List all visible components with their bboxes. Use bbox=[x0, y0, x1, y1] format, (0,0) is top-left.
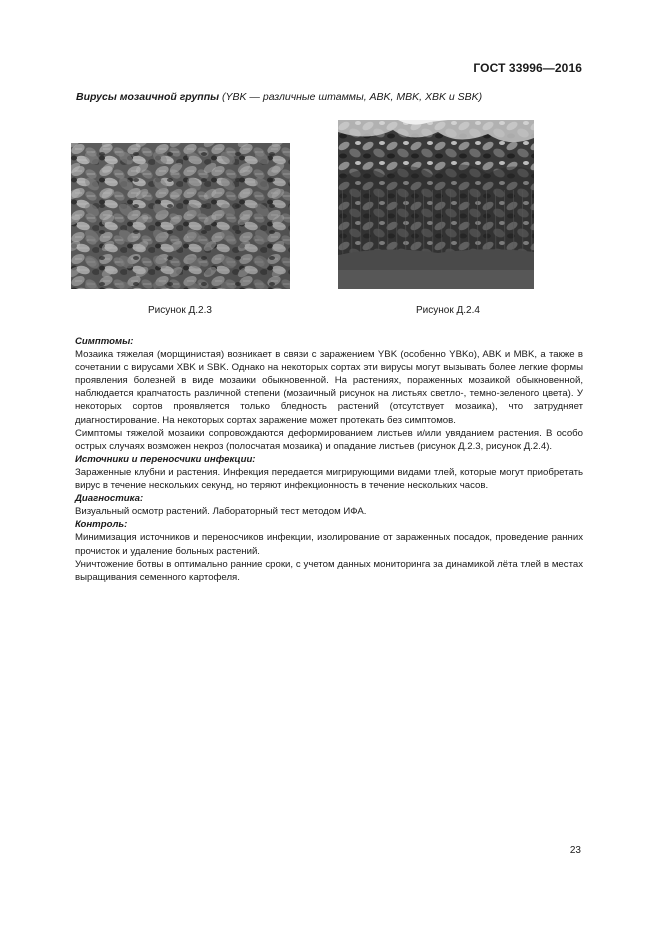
standard-number: ГОСТ 33996—2016 bbox=[473, 61, 582, 75]
figure-d23-caption: Рисунок Д.2.3 bbox=[148, 305, 212, 316]
sources-heading: Источники и переносчики инфекции: bbox=[75, 453, 256, 465]
section-heading-title: Вирусы мозаичной группы bbox=[76, 91, 220, 103]
symptoms-paragraph-1: Мозаика тяжелая (морщинистая) возникает в связи с заражением YBK (особенно YBKo), ABK и MBK, а также в сочетании с вирусами XBK и SBK. Однако на некоторых сортах эти вирусы могут вызывать более легкие формы проявления болезней в виде мозаики обыкновенной. На растениях, пораженных мозаикой обыкновенной, наблюдается крапчатость различной степени (мозаичный рисунок на листьях светло-, темно-зеленого цвета). У некоторых сортов проявляется только бледность растений (отсутствует мозаика), что затрудняет диагностирование. На некоторых сортах заражение может протекать без симптомов. bbox=[75, 349, 583, 426]
section-heading-subtitle: (YBK — различные штаммы, ABK, MBK, XBK и SBK) bbox=[219, 91, 483, 103]
figure-d23-photo bbox=[71, 143, 290, 289]
page-number: 23 bbox=[569, 845, 581, 856]
symptoms-heading: Симптомы: bbox=[75, 336, 134, 347]
figure-d24-caption: Рисунок Д.2.4 bbox=[416, 305, 480, 316]
symptoms-paragraph-2: Симптомы тяжелой мозаики сопровождаются деформированием листьев и/или увяданием растения. В особо острых случаях возможен некроз (полосчатая мозаика) и опадание листьев (рисунок Д.2.3, рисунок Д.2.4). bbox=[75, 427, 583, 452]
control-paragraph-1: Минимизация источников и переносчиков инфекции, изолирование от зараженных посадок, проведение ранних прочисток и удаление больных растений. bbox=[75, 532, 583, 557]
body-text bbox=[75, 335, 583, 584]
diagnostics-heading: Диагностика: bbox=[75, 493, 144, 505]
sources-paragraph: Зараженные клубни и растения. Инфекция передается мигрирующими видами тлей, которые могут приобретать вирус в течение нескольких секунд, но теряют инфекционность в течение нескольких часов. bbox=[75, 466, 583, 492]
figure-d24-photo bbox=[338, 120, 534, 289]
diagnostics-paragraph: Визуальный осмотр растений. Лабораторный тест методом ИФА. bbox=[75, 506, 367, 518]
section-heading bbox=[76, 91, 482, 103]
control-paragraph-2: Уничтожение ботвы в оптимально ранние сроки, с учетом данных мониторинга за динамикой лёта тлей в местах выращивания семенного картофеля. bbox=[75, 558, 583, 583]
control-heading: Контроль: bbox=[75, 519, 128, 531]
